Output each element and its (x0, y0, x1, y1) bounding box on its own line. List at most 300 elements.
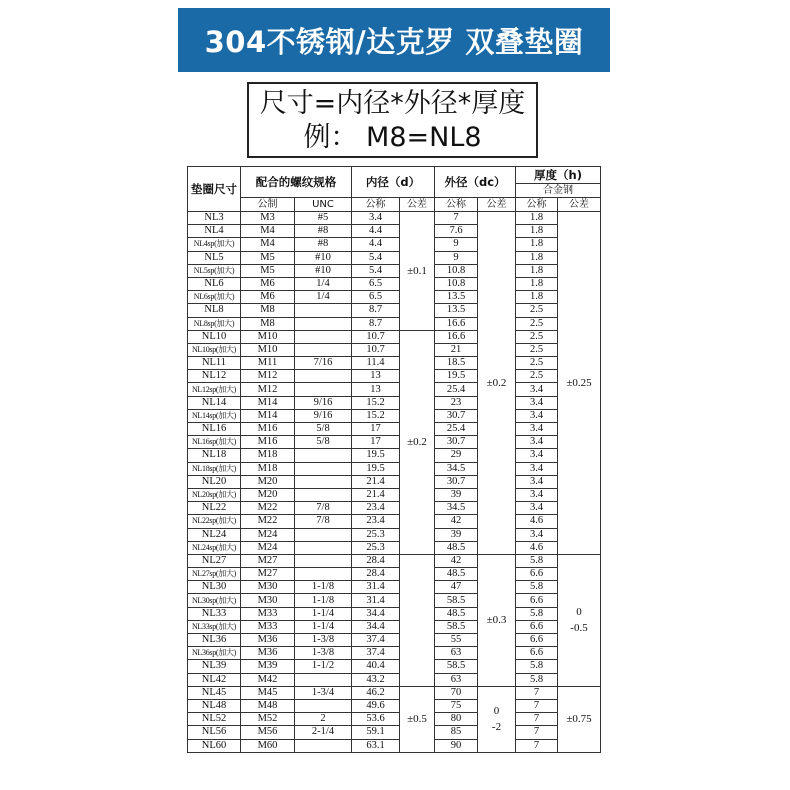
thickness-cell: 7 (516, 713, 558, 726)
thickness-tolerance-cell-line: ±0.75 (566, 713, 592, 726)
table-row (188, 502, 601, 515)
outer-diameter-tolerance-cell-line: 0 (493, 705, 500, 718)
outer-diameter-cell: 18.5 (435, 357, 478, 370)
unc-thread-cell (295, 343, 352, 356)
table-row (188, 343, 601, 356)
outer-diameter-tolerance-cell-line: ±0.2 (486, 376, 507, 389)
inner-diameter-cell: 19.5 (352, 449, 400, 462)
washer-size-cell: NL39 (188, 660, 241, 673)
table-row (188, 277, 601, 290)
inner-diameter-cell: 43.2 (352, 673, 400, 686)
header-d-nominal: 公称 (352, 198, 400, 212)
thickness-cell: 1.8 (516, 277, 558, 290)
unc-thread-cell: #10 (295, 251, 352, 264)
outer-diameter-cell: 30.7 (435, 409, 478, 422)
washer-size-cell: NL42 (188, 673, 241, 686)
unc-thread-cell: 1-1/8 (295, 581, 352, 594)
table-row (188, 528, 601, 541)
table-row (188, 699, 601, 712)
thickness-cell: 3.4 (516, 409, 558, 422)
thickness-cell: 4.6 (516, 515, 558, 528)
metric-thread-cell: M42 (241, 673, 295, 686)
unc-thread-cell: 2-1/4 (295, 726, 352, 739)
inner-diameter-cell: 15.2 (352, 396, 400, 409)
unc-thread-cell: 1-1/4 (295, 620, 352, 633)
table-row (188, 607, 601, 620)
inner-diameter-cell: 23.4 (352, 515, 400, 528)
washer-size-cell: NL33sp(加大) (188, 620, 241, 633)
table-row (188, 396, 601, 409)
inner-diameter-cell: 53.6 (352, 713, 400, 726)
metric-thread-cell: M52 (241, 713, 295, 726)
header-dc-tolerance: 公差 (478, 198, 516, 212)
washer-size-cell: NL14 (188, 396, 241, 409)
inner-diameter-cell: 28.4 (352, 568, 400, 581)
inner-diameter-tolerance-cell (400, 212, 435, 331)
metric-thread-cell: M36 (241, 634, 295, 647)
header-inner-diameter: 内径（d） (352, 167, 435, 198)
thickness-cell: 1.8 (516, 291, 558, 304)
metric-thread-cell: M22 (241, 502, 295, 515)
metric-thread-cell: M24 (241, 541, 295, 554)
outer-diameter-cell: 34.5 (435, 502, 478, 515)
thickness-cell: 7 (516, 726, 558, 739)
metric-thread-cell: M27 (241, 554, 295, 567)
table-row (188, 409, 601, 422)
thickness-cell: 3.4 (516, 449, 558, 462)
thickness-cell: 2.5 (516, 330, 558, 343)
inner-diameter-cell: 10.7 (352, 343, 400, 356)
unc-thread-cell (295, 383, 352, 396)
unc-thread-cell (295, 462, 352, 475)
washer-size-cell: NL18sp(加大) (188, 462, 241, 475)
inner-diameter-cell: 21.4 (352, 488, 400, 501)
spec-table (187, 166, 601, 753)
title-banner (178, 8, 610, 72)
metric-thread-cell: M33 (241, 607, 295, 620)
header-thread: 配合的螺纹规格 (241, 167, 352, 198)
washer-size-cell: NL30 (188, 581, 241, 594)
outer-diameter-cell: 9 (435, 238, 478, 251)
washer-size-cell: NL45 (188, 686, 241, 699)
thickness-cell: 3.4 (516, 475, 558, 488)
outer-diameter-tolerance-cell (478, 686, 516, 752)
unc-thread-cell (295, 673, 352, 686)
header-size: 垫圈尺寸 (188, 167, 241, 212)
outer-diameter-tolerance-cell (478, 554, 516, 686)
unc-thread-cell: #10 (295, 264, 352, 277)
thickness-tolerance-cell-line: 0 (576, 606, 582, 619)
thickness-cell: 1.8 (516, 264, 558, 277)
inner-diameter-cell: 31.4 (352, 581, 400, 594)
washer-size-cell: NL24sp(加大) (188, 541, 241, 554)
unc-thread-cell: 7/8 (295, 502, 352, 515)
thickness-cell: 6.6 (516, 647, 558, 660)
inner-diameter-cell: 13 (352, 383, 400, 396)
metric-thread-cell: M10 (241, 343, 295, 356)
metric-thread-cell: M4 (241, 238, 295, 251)
thickness-cell: 3.4 (516, 423, 558, 436)
metric-thread-cell: M24 (241, 528, 295, 541)
inner-diameter-cell: 23.4 (352, 502, 400, 515)
thickness-cell: 3.4 (516, 528, 558, 541)
washer-size-cell: NL20sp(加大) (188, 488, 241, 501)
outer-diameter-tolerance-cell-line: -2 (491, 721, 502, 734)
thickness-tolerance-cell-line: ±0.25 (566, 376, 592, 389)
metric-thread-cell: M14 (241, 409, 295, 422)
unc-thread-cell: #8 (295, 238, 352, 251)
unc-thread-cell (295, 488, 352, 501)
outer-diameter-cell: 7 (435, 212, 478, 225)
outer-diameter-cell: 39 (435, 488, 478, 501)
unc-thread-cell (295, 739, 352, 752)
thickness-cell: 2.5 (516, 343, 558, 356)
outer-diameter-cell: 42 (435, 515, 478, 528)
table-row (188, 370, 601, 383)
inner-diameter-cell: 3.4 (352, 212, 400, 225)
metric-thread-cell: M20 (241, 488, 295, 501)
table-row (188, 238, 601, 251)
inner-diameter-cell: 46.2 (352, 686, 400, 699)
metric-thread-cell: M60 (241, 739, 295, 752)
header-outer-diameter: 外径（dc） (435, 167, 516, 198)
washer-size-cell: NL8 (188, 304, 241, 317)
metric-thread-cell: M6 (241, 277, 295, 290)
metric-thread-cell: M48 (241, 699, 295, 712)
washer-size-cell: NL33 (188, 607, 241, 620)
table-row (188, 739, 601, 752)
metric-thread-cell: M45 (241, 686, 295, 699)
inner-diameter-cell: 8.7 (352, 317, 400, 330)
unc-thread-cell: 5/8 (295, 423, 352, 436)
outer-diameter-cell: 63 (435, 673, 478, 686)
inner-diameter-cell: 49.6 (352, 699, 400, 712)
outer-diameter-cell: 39 (435, 528, 478, 541)
table-row (188, 317, 601, 330)
unc-thread-cell: 1-1/8 (295, 594, 352, 607)
outer-diameter-cell: 25.4 (435, 383, 478, 396)
thickness-cell: 7 (516, 739, 558, 752)
inner-diameter-tolerance-cell (400, 554, 435, 686)
metric-thread-cell: M6 (241, 291, 295, 304)
unc-thread-cell: #5 (295, 212, 352, 225)
unc-thread-cell: 2 (295, 713, 352, 726)
metric-thread-cell: M4 (241, 225, 295, 238)
unc-thread-cell (295, 554, 352, 567)
inner-diameter-cell: 17 (352, 436, 400, 449)
unc-thread-cell: 1/4 (295, 291, 352, 304)
banner-title: 304不锈钢/达克罗 双叠垫圈 (204, 24, 584, 59)
table-row (188, 581, 601, 594)
unc-thread-cell: 1-3/8 (295, 634, 352, 647)
outer-diameter-cell: 29 (435, 449, 478, 462)
washer-size-cell: NL4sp(加大) (188, 238, 241, 251)
header-h-tolerance: 公差 (558, 198, 601, 212)
metric-thread-cell: M39 (241, 660, 295, 673)
unc-thread-cell (295, 449, 352, 462)
unc-thread-cell: 1-1/4 (295, 607, 352, 620)
metric-thread-cell: M8 (241, 317, 295, 330)
metric-thread-cell: M5 (241, 251, 295, 264)
washer-size-cell: NL5sp(加大) (188, 264, 241, 277)
table-row (188, 357, 601, 370)
washer-size-cell: NL30sp(加大) (188, 594, 241, 607)
table-row (188, 436, 601, 449)
washer-size-cell: NL11 (188, 357, 241, 370)
unc-thread-cell (295, 699, 352, 712)
outer-diameter-cell: 21 (435, 343, 478, 356)
washer-size-cell: NL18 (188, 449, 241, 462)
metric-thread-cell: M12 (241, 370, 295, 383)
inner-diameter-cell: 25.3 (352, 541, 400, 554)
table-row (188, 462, 601, 475)
table-row (188, 713, 601, 726)
table-row (188, 264, 601, 277)
thickness-cell: 5.8 (516, 660, 558, 673)
table-row (188, 620, 601, 633)
unc-thread-cell: 7/8 (295, 515, 352, 528)
thickness-cell: 7 (516, 699, 558, 712)
header-row-1 (188, 167, 601, 184)
inner-diameter-tolerance-cell-line: ±0.2 (407, 436, 427, 449)
inner-diameter-cell: 40.4 (352, 660, 400, 673)
washer-size-cell: NL27sp(加大) (188, 568, 241, 581)
inner-diameter-cell: 34.4 (352, 607, 400, 620)
outer-diameter-cell: 25.4 (435, 423, 478, 436)
washer-size-cell: NL36sp(加大) (188, 647, 241, 660)
inner-diameter-cell: 37.4 (352, 634, 400, 647)
table-row (188, 423, 601, 436)
thickness-cell: 3.4 (516, 396, 558, 409)
washer-size-cell: NL12 (188, 370, 241, 383)
table-row (188, 660, 601, 673)
washer-size-cell: NL8sp(加大) (188, 317, 241, 330)
unc-thread-cell (295, 304, 352, 317)
inner-diameter-cell: 63.1 (352, 739, 400, 752)
formula-box (247, 82, 538, 158)
header-h-nominal: 公称 (516, 198, 558, 212)
thickness-cell: 1.8 (516, 251, 558, 264)
table-row (188, 383, 601, 396)
washer-size-cell: NL6 (188, 277, 241, 290)
inner-diameter-cell: 21.4 (352, 475, 400, 488)
outer-diameter-cell: 7.6 (435, 225, 478, 238)
table-row (188, 330, 601, 343)
thickness-cell: 5.8 (516, 673, 558, 686)
thickness-cell: 2.5 (516, 304, 558, 317)
header-alloy-steel: 合金钢 (516, 184, 601, 198)
inner-diameter-cell: 17 (352, 423, 400, 436)
table-row (188, 568, 601, 581)
table-row (188, 291, 601, 304)
washer-size-cell: NL16 (188, 423, 241, 436)
unc-thread-cell (295, 528, 352, 541)
outer-diameter-cell: 30.7 (435, 475, 478, 488)
thickness-cell: 6.6 (516, 634, 558, 647)
outer-diameter-cell: 58.5 (435, 620, 478, 633)
inner-diameter-cell: 4.4 (352, 225, 400, 238)
outer-diameter-cell: 58.5 (435, 660, 478, 673)
outer-diameter-cell: 63 (435, 647, 478, 660)
inner-diameter-tolerance-cell-line: ±0.1 (407, 264, 427, 277)
thickness-tolerance-cell-line: -0.5 (570, 622, 588, 635)
metric-thread-cell: M16 (241, 436, 295, 449)
outer-diameter-cell: 75 (435, 699, 478, 712)
outer-diameter-cell: 48.5 (435, 607, 478, 620)
outer-diameter-cell: 13.5 (435, 304, 478, 317)
outer-diameter-cell: 13.5 (435, 291, 478, 304)
outer-diameter-cell: 90 (435, 739, 478, 752)
thickness-tolerance-cell (558, 212, 601, 555)
thickness-cell: 2.5 (516, 357, 558, 370)
washer-size-cell: NL5 (188, 251, 241, 264)
outer-diameter-tolerance-cell (478, 212, 516, 555)
inner-diameter-cell: 28.4 (352, 554, 400, 567)
washer-size-cell: NL12sp(加大) (188, 383, 241, 396)
thickness-cell: 6.6 (516, 594, 558, 607)
table-row (188, 488, 601, 501)
thickness-cell: 3.4 (516, 488, 558, 501)
header-d-tolerance: 公差 (400, 198, 435, 212)
washer-size-cell: NL24 (188, 528, 241, 541)
washer-size-cell: NL48 (188, 699, 241, 712)
outer-diameter-cell: 55 (435, 634, 478, 647)
metric-thread-cell: M18 (241, 449, 295, 462)
formula-definition: 尺寸=内径*外径*厚度 (259, 88, 526, 119)
thickness-cell: 1.8 (516, 212, 558, 225)
outer-diameter-cell: 80 (435, 713, 478, 726)
washer-size-cell: NL10sp(加大) (188, 343, 241, 356)
outer-diameter-cell: 23 (435, 396, 478, 409)
washer-size-cell: NL36 (188, 634, 241, 647)
metric-thread-cell: M30 (241, 581, 295, 594)
header-thickness: 厚度（h) (516, 167, 601, 184)
header-dc-nominal: 公称 (435, 198, 478, 212)
metric-thread-cell: M14 (241, 396, 295, 409)
outer-diameter-tolerance-cell-line: ±0.3 (486, 614, 507, 627)
thickness-cell: 3.4 (516, 462, 558, 475)
washer-size-cell: NL4 (188, 225, 241, 238)
outer-diameter-cell: 9 (435, 251, 478, 264)
table-row (188, 673, 601, 686)
outer-diameter-cell: 48.5 (435, 568, 478, 581)
thickness-tolerance-cell (558, 554, 601, 686)
outer-diameter-cell: 70 (435, 686, 478, 699)
thickness-tolerance-cell (558, 686, 601, 752)
table-row (188, 515, 601, 528)
unc-thread-cell: 1/4 (295, 277, 352, 290)
metric-thread-cell: M36 (241, 647, 295, 660)
metric-thread-cell: M11 (241, 357, 295, 370)
washer-size-cell: NL16sp(加大) (188, 436, 241, 449)
table-row (188, 594, 601, 607)
washer-size-cell: NL20 (188, 475, 241, 488)
header-unc: UNC (295, 198, 352, 212)
table-row (188, 212, 601, 225)
washer-size-cell: NL14sp(加大) (188, 409, 241, 422)
inner-diameter-tolerance-cell (400, 686, 435, 752)
unc-thread-cell: 1-3/8 (295, 647, 352, 660)
unc-thread-cell: 1-1/2 (295, 660, 352, 673)
outer-diameter-cell: 85 (435, 726, 478, 739)
inner-diameter-cell: 5.4 (352, 251, 400, 264)
thickness-cell: 5.8 (516, 607, 558, 620)
inner-diameter-cell: 37.4 (352, 647, 400, 660)
metric-thread-cell: M10 (241, 330, 295, 343)
unc-thread-cell: 9/16 (295, 409, 352, 422)
inner-diameter-cell: 13 (352, 370, 400, 383)
table-row (188, 554, 601, 567)
thickness-cell: 2.5 (516, 370, 558, 383)
thickness-cell: 7 (516, 686, 558, 699)
thickness-cell: 5.8 (516, 554, 558, 567)
washer-size-cell: NL22 (188, 502, 241, 515)
thickness-cell: 3.4 (516, 383, 558, 396)
outer-diameter-cell: 48.5 (435, 541, 478, 554)
outer-diameter-cell: 16.6 (435, 317, 478, 330)
unc-thread-cell (295, 317, 352, 330)
thickness-cell: 1.8 (516, 225, 558, 238)
table-row (188, 647, 601, 660)
inner-diameter-cell: 34.4 (352, 620, 400, 633)
metric-thread-cell: M20 (241, 475, 295, 488)
thickness-cell: 5.8 (516, 581, 558, 594)
washer-size-cell: NL3 (188, 212, 241, 225)
table-row (188, 634, 601, 647)
inner-diameter-cell: 6.5 (352, 277, 400, 290)
metric-thread-cell: M56 (241, 726, 295, 739)
metric-thread-cell: M5 (241, 264, 295, 277)
washer-size-cell: NL22sp(加大) (188, 515, 241, 528)
outer-diameter-cell: 30.7 (435, 436, 478, 449)
table-row (188, 726, 601, 739)
table-row (188, 475, 601, 488)
thickness-cell: 6.6 (516, 620, 558, 633)
inner-diameter-cell: 25.3 (352, 528, 400, 541)
washer-size-cell: NL6sp(加大) (188, 291, 241, 304)
outer-diameter-cell: 47 (435, 581, 478, 594)
thickness-cell: 3.4 (516, 436, 558, 449)
metric-thread-cell: M22 (241, 515, 295, 528)
metric-thread-cell: M3 (241, 212, 295, 225)
metric-thread-cell: M8 (241, 304, 295, 317)
metric-thread-cell: M12 (241, 383, 295, 396)
inner-diameter-cell: 5.4 (352, 264, 400, 277)
inner-diameter-cell: 10.7 (352, 330, 400, 343)
thickness-cell: 6.6 (516, 568, 558, 581)
metric-thread-cell: M33 (241, 620, 295, 633)
unc-thread-cell: 5/8 (295, 436, 352, 449)
washer-size-cell: NL60 (188, 739, 241, 752)
table-row (188, 686, 601, 699)
inner-diameter-cell: 59.1 (352, 726, 400, 739)
thickness-cell: 4.6 (516, 541, 558, 554)
table-row (188, 251, 601, 264)
unc-thread-cell (295, 475, 352, 488)
header-row-3 (188, 198, 601, 212)
unc-thread-cell (295, 568, 352, 581)
washer-size-cell: NL27 (188, 554, 241, 567)
table-row (188, 449, 601, 462)
metric-thread-cell: M27 (241, 568, 295, 581)
inner-diameter-tolerance-cell (400, 330, 435, 554)
unc-thread-cell: 7/16 (295, 357, 352, 370)
washer-size-cell: NL56 (188, 726, 241, 739)
outer-diameter-cell: 19.5 (435, 370, 478, 383)
inner-diameter-tolerance-cell-line: ±0.5 (407, 713, 427, 726)
thickness-cell: 3.4 (516, 502, 558, 515)
outer-diameter-cell: 16.6 (435, 330, 478, 343)
